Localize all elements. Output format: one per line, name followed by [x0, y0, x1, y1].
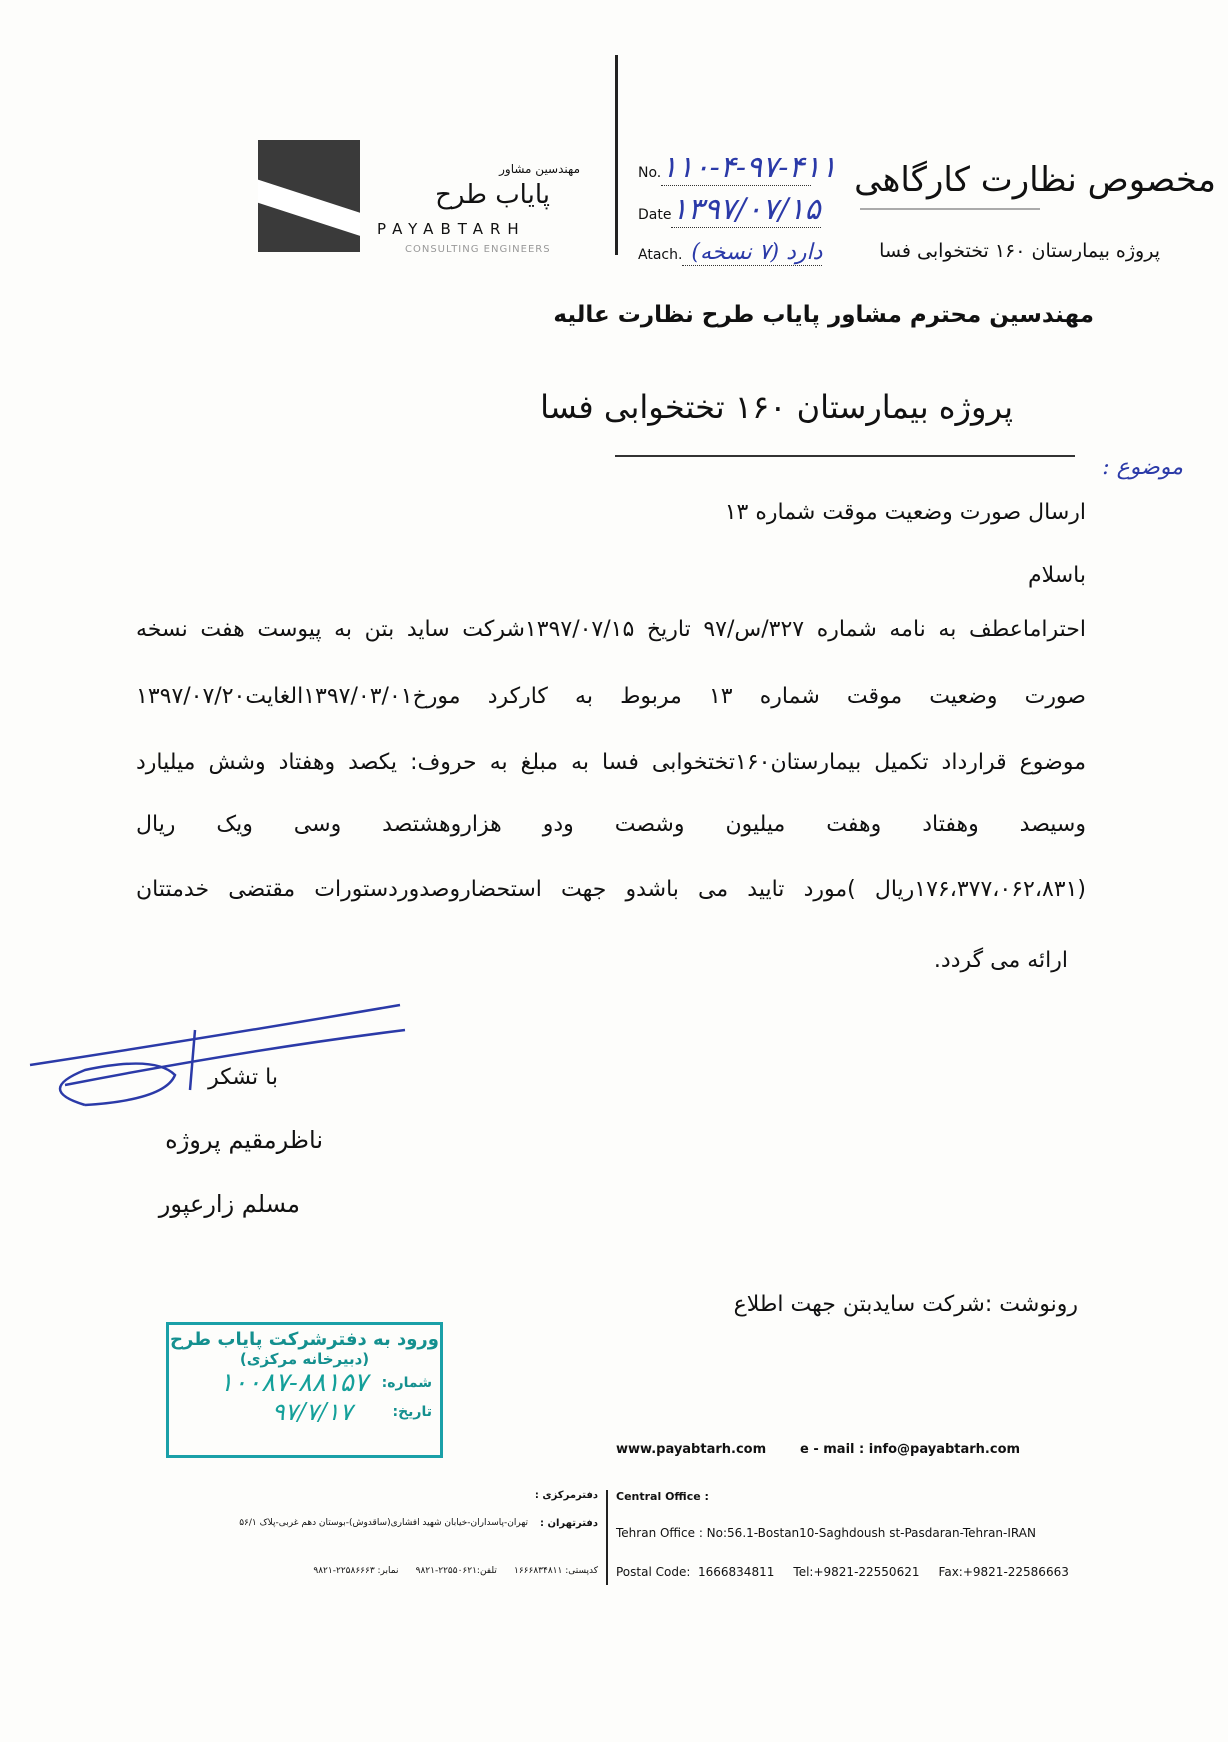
title-underline: [860, 208, 1040, 210]
project-underline: [615, 455, 1075, 457]
greeting: باسلام: [1027, 563, 1086, 588]
footer-website[interactable]: www.payabtarh.com: [616, 1442, 767, 1457]
ref-attach-value: دارد (۷ نسخه): [682, 240, 822, 266]
footer-central-en: Central Office :: [616, 1490, 709, 1503]
logo-fa-name: پایاب طرح: [435, 180, 550, 210]
stamp-line2: (دبیرخانه مرکزی): [239, 1350, 370, 1368]
footer-tehran-address: تهران-پاسداران-خیابان شهید افشاری(ساقدوش)-بوستان دهم غربی-پلاک ۵۶/۱: [239, 1518, 528, 1528]
received-stamp: [166, 1322, 443, 1458]
footer-tehran-fa-label: دفترتهران :: [539, 1518, 598, 1529]
body-line: احتراماعطف به نامه شماره ۳۲۷/س/۹۷ تاریخ ۱۳۹۷/۰۷/۱۵شرکت ساید بتن به پیوست هفت نسخه: [136, 617, 1086, 642]
logo-fa-small: مهندسین مشاور: [499, 162, 580, 176]
ref-number-value: ۱۱۰-۴-۹۷-۴۱۱: [661, 150, 837, 185]
header-title: مخصوص نظارت کارگاهی: [854, 160, 1216, 200]
stamp-number-value: ۱۰۰۸۷-۸۸۱۵۷: [219, 1368, 368, 1398]
recipient: مهندسین محترم مشاور پایاب طرح نظارت عالیه: [553, 302, 1094, 328]
ref-number: No.۱۱۰-۴-۹۷-۴۱۱: [638, 150, 837, 185]
header-project: پروژه بیمارستان ۱۶۰ تختخوابی فسا: [879, 240, 1160, 262]
stamp-number-label: شماره:: [381, 1375, 432, 1391]
footer-email[interactable]: e - mail : info@payabtarh.com: [800, 1442, 1021, 1457]
body-line: (۱۷۶،۳۷۷،۰۶۲،۸۳۱ریال )مورد تایید می باشدو جهت استحضاروصدوردستورات مقتضی خدمتتان: [136, 877, 1086, 902]
subject-label: موضوع :: [1102, 455, 1183, 480]
body-line: صورت وضعیت موقت شماره ۱۳ مربوط به کارکرد مورخ۱۳۹۷/۰۳/۰۱الغایت۱۳۹۷/۰۷/۲۰: [136, 684, 1086, 709]
subject: ارسال صورت وضعیت موقت شماره ۱۳: [724, 500, 1086, 525]
project-title: پروژه بیمارستان ۱۶۰ تختخوابی فسا: [540, 388, 1013, 426]
footer-postal-en: Postal Code: 1666834811 Tel:+9821-22550621 Fax:+9821-22586663: [616, 1565, 1069, 1579]
footer-tehran-en: Tehran Office : No:56.1-Bostan10-Saghdoush st-Pasdaran-Tehran-IRAN: [616, 1526, 1036, 1540]
body-line: وسیصد وهفتاد وهفت میلیون وشصت ودو هزاروهشتصد وسی ویک ریال: [136, 812, 1086, 837]
signer-role: ناظرمقیم پروژه: [165, 1126, 323, 1154]
stamp-date-label: تاریخ:: [392, 1404, 432, 1420]
ref-date-value: ۱۳۹۷/۰۷/۱۵: [671, 192, 821, 227]
signature: [25, 995, 415, 1125]
stamp-date-value: ۹۷/۷/۱۷: [271, 1398, 353, 1426]
body-line: موضوع قرارداد تکمیل بیمارستان۱۶۰تختخوابی فسا به مبلغ به حروف: یکصد وهفتاد وشش میلیارد: [136, 750, 1086, 775]
signer-name: مسلم زارعپور: [158, 1190, 300, 1218]
stamp-line1: ورود به دفترشرکت پایاب طرح: [170, 1329, 439, 1350]
footer-central-fa: دفترمرکزی :: [534, 1490, 598, 1501]
logo-en-sub: CONSULTING ENGINEERS: [405, 244, 551, 255]
cc-line: رونوشت :شرکت سایدبتن جهت اطلاع: [733, 1292, 1078, 1317]
logo-en-name: PAYABTARH: [377, 220, 526, 238]
body-line: ارائه می گردد.: [933, 948, 1068, 973]
ref-attach: Atach. دارد (۷ نسخه): [638, 240, 823, 265]
ref-date: Date۱۳۹۷/۰۷/۱۵: [638, 192, 821, 227]
closing: با تشکر: [208, 1065, 278, 1090]
footer-divider: [606, 1490, 608, 1585]
header-divider: [615, 55, 618, 255]
footer-postal-fa: کدپستی: ۱۶۶۶۸۳۴۸۱۱ تلفن:۲۲۵۵۰۶۲۱-۹۸۲۱ نمابر: ۲۲۵۸۶۶۶۳-۹۸۲۱: [313, 1566, 598, 1576]
company-logo-mark: [258, 140, 360, 252]
